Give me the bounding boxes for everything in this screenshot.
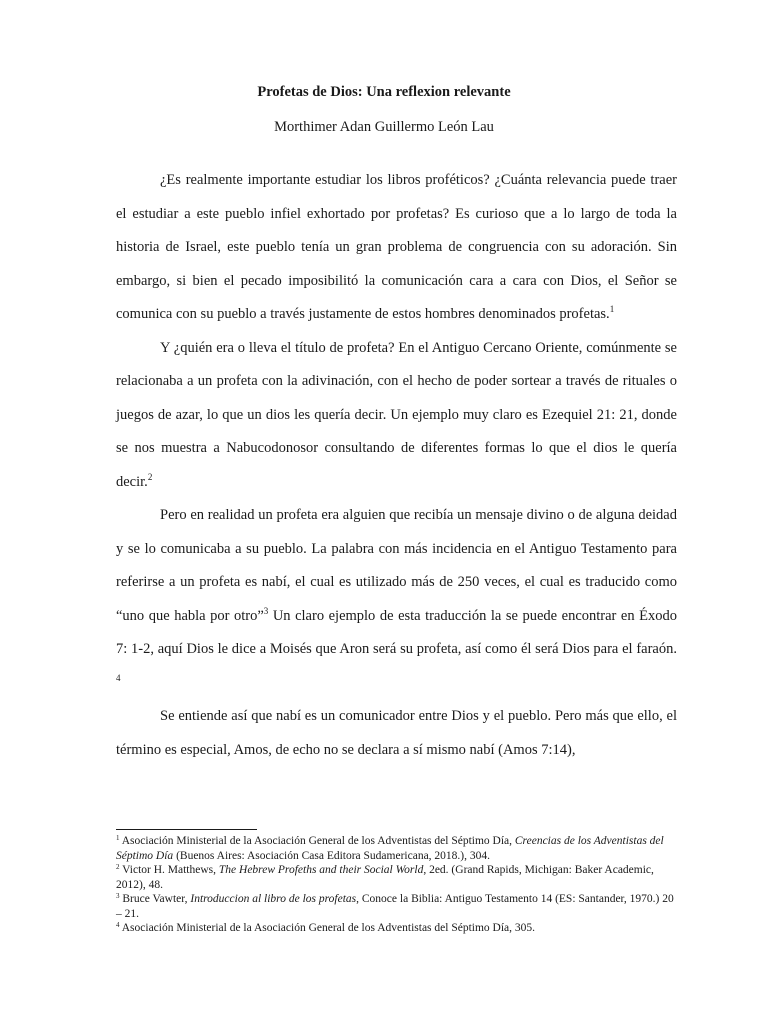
footnote-marker: 3 <box>263 605 269 616</box>
paragraph <box>116 332 677 500</box>
document-author: Morthimer Adan Guillermo León Lau <box>274 119 494 135</box>
footnote-marker: 1 <box>116 834 120 842</box>
document-title: Profetas de Dios: Una reflexion relevante <box>257 84 511 100</box>
text-run: Asociación Ministerial de la Asociación General de los Adventistas del Séptimo Día, 305. <box>119 922 536 934</box>
paragraph <box>116 700 677 767</box>
text-run: Se entiende así que nabí es un comunicador entre Dios y el pueblo. Pero más que ello, el término es especial, Amos, de echo no se declara a sí mismo nabí (Amos 7:14), <box>116 708 677 758</box>
text-run: Un claro ejemplo de esta traducción la se puede encontrar en Éxodo 7: 1-2, aquí Dios le dice a Moisés que Aron será su profeta, así como él será Dios para el faraón. <box>116 607 677 657</box>
body-text <box>116 164 677 767</box>
footnote-separator <box>116 829 257 830</box>
text-run: Asociación Ministerial de la Asociación General de los Adventistas del Séptimo Día, <box>119 835 515 847</box>
text-run: , 2ed. (Grand Rapids, Michigan: Baker Academic, 2012), 48. <box>116 864 654 891</box>
text-run: Pero en realidad un profeta era alguien que recibía un mensaje divino o de alguna deidad y se lo comunicaba a su pueblo. La palabra con más incidencia en el Antiguo Testamento para referirse a un profeta es nabí, el cual es utilizado más de 250 veces, el cual es traducido como “uno que habla por otro” <box>116 507 677 624</box>
footnote-marker: 2 <box>116 863 120 871</box>
text-run: , Conoce la Biblia: Antiguo Testamento 14 (ES: Santander, 1970.) 20 – 21. <box>116 893 674 920</box>
text-run: ¿Es realmente importante estudiar los libros proféticos? ¿Cuánta relevancia puede traer el estudiar a este pueblo infiel exhortado por profetas? Es curioso que a lo largo de toda la historia de Israel, este pueblo tenía un gran problema de congruencia con su adoración. Sin embargo, si bien el pecado imposibilitó la comunicación cara a cara con Dios, el Señor se comunica con su pueblo a través justamente de estos hombres denominados profetas. <box>116 172 677 322</box>
cited-title: Introduccion al libro de los profetas <box>190 893 357 905</box>
footnote <box>116 863 677 892</box>
text-run: Bruce Vawter, <box>119 893 191 905</box>
footnote-marker: 4 <box>116 921 120 929</box>
paragraph <box>116 499 677 700</box>
text-run: Victor H. Matthews, <box>119 864 219 876</box>
footnote <box>116 834 677 863</box>
footnote-marker: 4 <box>116 672 121 683</box>
cited-title: Creencias de los Adventistas del Séptimo Día <box>116 835 664 862</box>
footnote <box>116 892 677 921</box>
footnote-marker: 3 <box>116 892 120 900</box>
footnotes <box>116 834 677 936</box>
footnote-marker: 1 <box>609 304 615 314</box>
text-run: Y ¿quién era o lleva el título de profeta? En el Antiguo Cercano Oriente, comúnmente se relacionaba a un profeta con la adivinación, con el hecho de poder sortear a través de rituales o juegos de azar, lo que un dios les quería decir. Un ejemplo muy claro es Ezequiel 21: 21, donde se nos muestra a Nabucodonosor consultando de diferentes formas lo que el dios le quería decir. <box>116 339 677 490</box>
cited-title: The Hebrew Profeths and their Social World <box>218 864 424 876</box>
paragraph <box>116 164 677 332</box>
text-run: (Buenos Aires: Asociación Casa Editora Sudamericana, 2018.), 304. <box>173 849 491 862</box>
footnote <box>116 921 677 936</box>
footnote-marker: 2 <box>147 471 153 482</box>
